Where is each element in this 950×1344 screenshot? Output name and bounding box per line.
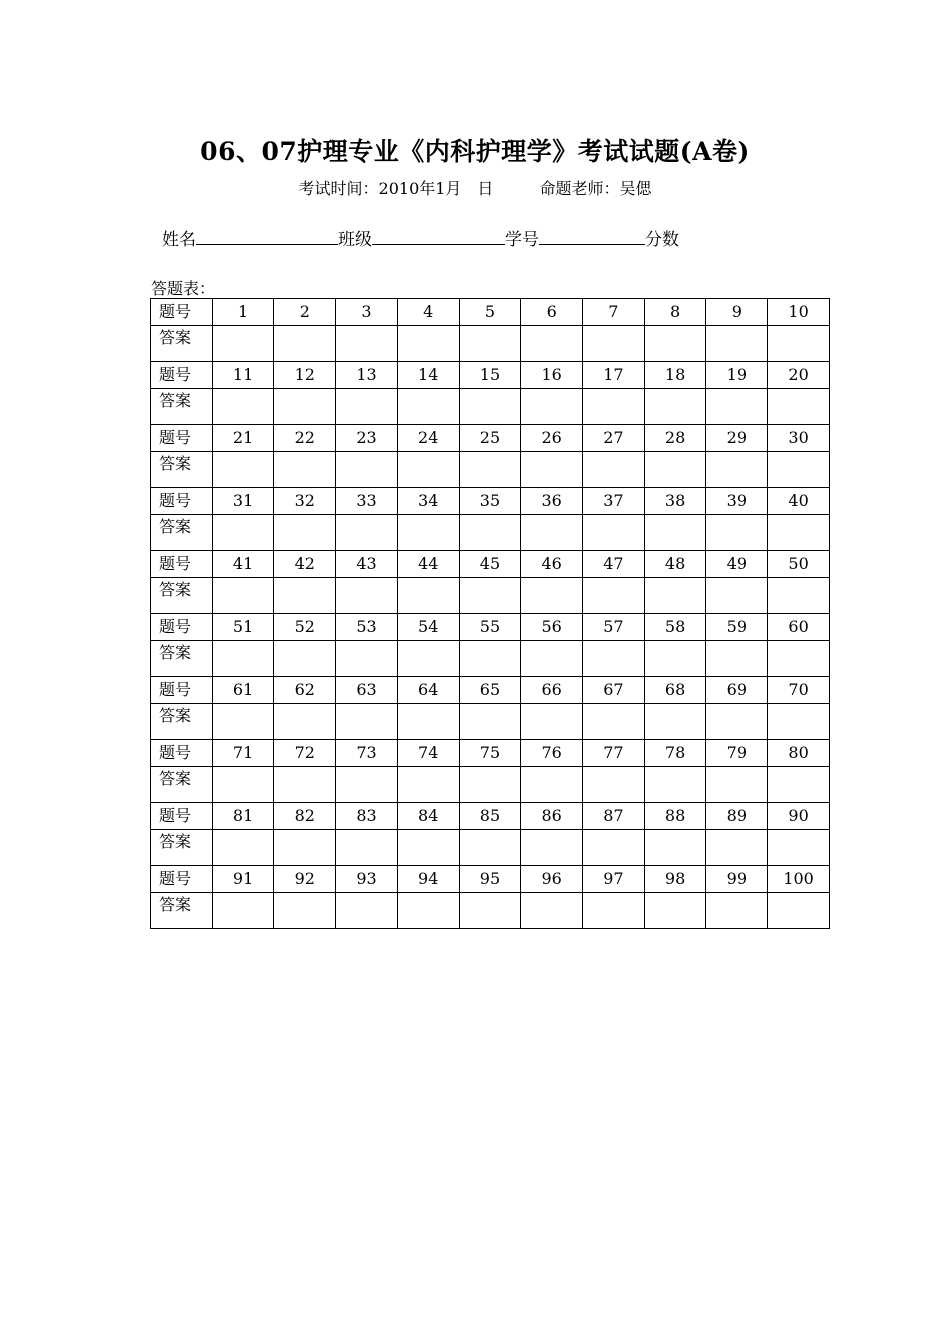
answer-row — [151, 704, 830, 740]
answer-cell[interactable] — [274, 893, 336, 929]
answer-cell[interactable] — [768, 767, 830, 803]
question-number-cell: 11 — [212, 362, 274, 389]
answer-row — [151, 641, 830, 677]
question-row-header: 题号 — [151, 866, 213, 893]
score-label: 分数 — [645, 230, 679, 250]
answer-cell[interactable] — [521, 704, 583, 740]
question-number-cell: 12 — [274, 362, 336, 389]
answer-cell[interactable] — [459, 389, 521, 425]
answer-cell[interactable] — [644, 893, 706, 929]
question-number-cell: 47 — [583, 551, 645, 578]
question-row — [151, 803, 830, 830]
answer-cell[interactable] — [274, 578, 336, 614]
question-number-cell: 25 — [459, 425, 521, 452]
question-number-cell: 28 — [644, 425, 706, 452]
question-number-cell: 56 — [521, 614, 583, 641]
answer-cell[interactable] — [706, 578, 768, 614]
question-number-cell: 66 — [521, 677, 583, 704]
answer-cell[interactable] — [336, 578, 398, 614]
question-number-cell: 39 — [706, 488, 768, 515]
answer-cell[interactable] — [706, 389, 768, 425]
answer-cell[interactable] — [212, 578, 274, 614]
answer-cell[interactable] — [336, 515, 398, 551]
question-number-cell: 58 — [644, 614, 706, 641]
student-id-field[interactable] — [539, 227, 645, 245]
question-number-cell: 10 — [768, 299, 830, 326]
class-label: 班级 — [338, 230, 372, 250]
answer-row — [151, 515, 830, 551]
answer-cell[interactable] — [336, 830, 398, 866]
question-number-cell: 44 — [397, 551, 459, 578]
answer-cell[interactable] — [644, 830, 706, 866]
question-number-cell: 75 — [459, 740, 521, 767]
answer-row — [151, 452, 830, 488]
answer-cell[interactable] — [274, 767, 336, 803]
question-row — [151, 362, 830, 389]
question-number-cell: 30 — [768, 425, 830, 452]
answer-cell[interactable] — [212, 326, 274, 362]
answer-cell[interactable] — [212, 515, 274, 551]
question-number-cell: 8 — [644, 299, 706, 326]
answer-cell[interactable] — [583, 326, 645, 362]
answer-row-header: 答案 — [151, 326, 213, 362]
answer-cell[interactable] — [397, 641, 459, 677]
answer-cell[interactable] — [583, 704, 645, 740]
question-number-cell: 29 — [706, 425, 768, 452]
question-number-cell: 50 — [768, 551, 830, 578]
question-row-header: 题号 — [151, 614, 213, 641]
answer-row — [151, 578, 830, 614]
name-field[interactable] — [196, 227, 338, 245]
question-number-cell: 45 — [459, 551, 521, 578]
answer-cell[interactable] — [336, 704, 398, 740]
question-number-cell: 94 — [397, 866, 459, 893]
answer-cell[interactable] — [397, 704, 459, 740]
question-number-cell: 16 — [521, 362, 583, 389]
question-number-cell: 61 — [212, 677, 274, 704]
answer-cell[interactable] — [768, 452, 830, 488]
answer-row — [151, 767, 830, 803]
question-number-cell: 21 — [212, 425, 274, 452]
exam-time: 考试时间：2010年1月 日 — [298, 179, 494, 198]
question-number-cell: 59 — [706, 614, 768, 641]
answer-cell[interactable] — [768, 326, 830, 362]
question-number-cell: 71 — [212, 740, 274, 767]
question-number-cell: 2 — [274, 299, 336, 326]
answer-cell[interactable] — [397, 452, 459, 488]
answer-table-label: 答题表： — [151, 279, 216, 298]
question-number-cell: 6 — [521, 299, 583, 326]
question-row-header: 题号 — [151, 362, 213, 389]
answer-cell[interactable] — [336, 326, 398, 362]
question-number-cell: 82 — [274, 803, 336, 830]
answer-cell[interactable] — [521, 515, 583, 551]
answer-cell[interactable] — [583, 641, 645, 677]
question-number-cell: 97 — [583, 866, 645, 893]
question-number-cell: 42 — [274, 551, 336, 578]
answer-cell[interactable] — [397, 326, 459, 362]
page-title: 06、07护理专业《内科护理学》考试试题(A卷) — [200, 137, 750, 166]
question-number-cell: 89 — [706, 803, 768, 830]
question-row — [151, 614, 830, 641]
name-label: 姓名 — [162, 230, 196, 250]
question-row-header: 题号 — [151, 551, 213, 578]
answer-row-header: 答案 — [151, 578, 213, 614]
question-number-cell: 85 — [459, 803, 521, 830]
question-row-header: 题号 — [151, 803, 213, 830]
answer-cell[interactable] — [274, 704, 336, 740]
question-number-cell: 95 — [459, 866, 521, 893]
question-number-cell: 9 — [706, 299, 768, 326]
answer-cell[interactable] — [644, 326, 706, 362]
answer-cell[interactable] — [706, 452, 768, 488]
answer-row — [151, 830, 830, 866]
answer-cell[interactable] — [459, 578, 521, 614]
question-row-header: 题号 — [151, 488, 213, 515]
question-number-cell: 73 — [336, 740, 398, 767]
answer-cell[interactable] — [274, 830, 336, 866]
answer-cell[interactable] — [644, 578, 706, 614]
question-row — [151, 740, 830, 767]
question-number-cell: 79 — [706, 740, 768, 767]
question-number-cell: 84 — [397, 803, 459, 830]
answer-cell[interactable] — [521, 893, 583, 929]
answer-cell[interactable] — [706, 641, 768, 677]
question-number-cell: 24 — [397, 425, 459, 452]
answer-cell[interactable] — [583, 515, 645, 551]
answer-cell[interactable] — [274, 452, 336, 488]
question-number-cell: 99 — [706, 866, 768, 893]
question-number-cell: 87 — [583, 803, 645, 830]
question-number-cell: 53 — [336, 614, 398, 641]
answer-cell[interactable] — [459, 830, 521, 866]
answer-cell[interactable] — [521, 326, 583, 362]
exam-teacher: 命题老师：吴偲 — [539, 179, 652, 198]
question-number-cell: 32 — [274, 488, 336, 515]
question-number-cell: 98 — [644, 866, 706, 893]
question-row — [151, 866, 830, 893]
answer-cell[interactable] — [274, 515, 336, 551]
question-number-cell: 48 — [644, 551, 706, 578]
question-number-cell: 93 — [336, 866, 398, 893]
answer-row-header: 答案 — [151, 830, 213, 866]
answer-cell[interactable] — [768, 515, 830, 551]
answer-row-header: 答案 — [151, 515, 213, 551]
question-row — [151, 677, 830, 704]
answer-cell[interactable] — [459, 452, 521, 488]
answer-cell[interactable] — [583, 389, 645, 425]
answer-cell[interactable] — [397, 578, 459, 614]
answer-cell[interactable] — [397, 830, 459, 866]
answer-cell[interactable] — [583, 893, 645, 929]
question-number-cell: 70 — [768, 677, 830, 704]
question-number-cell: 26 — [521, 425, 583, 452]
answer-cell[interactable] — [336, 767, 398, 803]
question-number-cell: 19 — [706, 362, 768, 389]
question-number-cell: 36 — [521, 488, 583, 515]
answer-cell[interactable] — [768, 641, 830, 677]
answer-cell[interactable] — [521, 767, 583, 803]
answer-cell[interactable] — [212, 767, 274, 803]
question-number-cell: 27 — [583, 425, 645, 452]
answer-cell[interactable] — [521, 641, 583, 677]
question-number-cell: 86 — [521, 803, 583, 830]
answer-cell[interactable] — [212, 641, 274, 677]
question-number-cell: 77 — [583, 740, 645, 767]
question-number-cell: 5 — [459, 299, 521, 326]
question-number-cell: 64 — [397, 677, 459, 704]
question-row — [151, 425, 830, 452]
answer-cell[interactable] — [459, 893, 521, 929]
question-number-cell: 43 — [336, 551, 398, 578]
answer-cell[interactable] — [706, 767, 768, 803]
question-number-cell: 91 — [212, 866, 274, 893]
answer-cell[interactable] — [521, 830, 583, 866]
answer-cell[interactable] — [274, 326, 336, 362]
question-number-cell: 34 — [397, 488, 459, 515]
answer-cell[interactable] — [768, 830, 830, 866]
question-number-cell: 20 — [768, 362, 830, 389]
question-number-cell: 35 — [459, 488, 521, 515]
question-number-cell: 40 — [768, 488, 830, 515]
class-field[interactable] — [372, 227, 505, 245]
question-number-cell: 60 — [768, 614, 830, 641]
answer-cell[interactable] — [459, 767, 521, 803]
question-number-cell: 22 — [274, 425, 336, 452]
answer-cell[interactable] — [644, 704, 706, 740]
answer-cell[interactable] — [397, 893, 459, 929]
answer-cell[interactable] — [336, 452, 398, 488]
question-number-cell: 81 — [212, 803, 274, 830]
question-number-cell: 68 — [644, 677, 706, 704]
answer-row-header: 答案 — [151, 704, 213, 740]
answer-cell[interactable] — [768, 704, 830, 740]
answer-cell[interactable] — [212, 893, 274, 929]
answer-cell[interactable] — [274, 641, 336, 677]
question-number-cell: 46 — [521, 551, 583, 578]
answer-cell[interactable] — [583, 767, 645, 803]
answer-cell[interactable] — [397, 767, 459, 803]
question-number-cell: 3 — [336, 299, 398, 326]
answer-cell[interactable] — [521, 452, 583, 488]
answer-cell[interactable] — [336, 641, 398, 677]
answer-cell[interactable] — [459, 515, 521, 551]
answer-cell[interactable] — [336, 893, 398, 929]
exam-subtitle — [0, 176, 950, 199]
question-number-cell: 7 — [583, 299, 645, 326]
question-number-cell: 83 — [336, 803, 398, 830]
question-number-cell: 41 — [212, 551, 274, 578]
answer-row-header: 答案 — [151, 452, 213, 488]
question-number-cell: 72 — [274, 740, 336, 767]
answer-cell[interactable] — [644, 452, 706, 488]
question-number-cell: 54 — [397, 614, 459, 641]
question-row — [151, 299, 830, 326]
answer-cell[interactable] — [644, 515, 706, 551]
answer-cell[interactable] — [521, 389, 583, 425]
question-number-cell: 31 — [212, 488, 274, 515]
question-row-header: 题号 — [151, 677, 213, 704]
question-number-cell: 69 — [706, 677, 768, 704]
question-number-cell: 65 — [459, 677, 521, 704]
answer-cell[interactable] — [397, 515, 459, 551]
question-number-cell: 57 — [583, 614, 645, 641]
question-number-cell: 49 — [706, 551, 768, 578]
question-number-cell: 13 — [336, 362, 398, 389]
student-info-row — [162, 225, 679, 250]
question-number-cell: 62 — [274, 677, 336, 704]
answer-row — [151, 893, 830, 929]
question-number-cell: 96 — [521, 866, 583, 893]
answer-cell[interactable] — [459, 326, 521, 362]
question-number-cell: 55 — [459, 614, 521, 641]
answer-cell[interactable] — [212, 704, 274, 740]
answer-cell[interactable] — [336, 389, 398, 425]
answer-row-header: 答案 — [151, 767, 213, 803]
answer-cell[interactable] — [583, 452, 645, 488]
question-number-cell: 15 — [459, 362, 521, 389]
question-row-header: 题号 — [151, 740, 213, 767]
question-number-cell: 88 — [644, 803, 706, 830]
question-number-cell: 63 — [336, 677, 398, 704]
question-number-cell: 52 — [274, 614, 336, 641]
answer-cell[interactable] — [768, 578, 830, 614]
answer-cell[interactable] — [706, 830, 768, 866]
answer-cell[interactable] — [768, 389, 830, 425]
answer-cell[interactable] — [768, 893, 830, 929]
answer-cell[interactable] — [212, 830, 274, 866]
question-number-cell: 76 — [521, 740, 583, 767]
answer-cell[interactable] — [583, 830, 645, 866]
question-number-cell: 92 — [274, 866, 336, 893]
answer-cell[interactable] — [644, 641, 706, 677]
answer-cell[interactable] — [459, 704, 521, 740]
answer-cell[interactable] — [397, 389, 459, 425]
question-number-cell: 23 — [336, 425, 398, 452]
question-number-cell: 18 — [644, 362, 706, 389]
answer-cell[interactable] — [644, 767, 706, 803]
question-number-cell: 4 — [397, 299, 459, 326]
answer-cell[interactable] — [706, 704, 768, 740]
answer-cell[interactable] — [212, 452, 274, 488]
answer-row — [151, 326, 830, 362]
question-number-cell: 33 — [336, 488, 398, 515]
answer-row-header: 答案 — [151, 389, 213, 425]
answer-table — [150, 298, 830, 929]
question-number-cell: 38 — [644, 488, 706, 515]
answer-cell[interactable] — [644, 389, 706, 425]
answer-cell[interactable] — [274, 389, 336, 425]
question-number-cell: 80 — [768, 740, 830, 767]
question-row-header: 题号 — [151, 425, 213, 452]
question-number-cell: 14 — [397, 362, 459, 389]
question-number-cell: 74 — [397, 740, 459, 767]
question-row-header: 题号 — [151, 299, 213, 326]
answer-cell[interactable] — [521, 578, 583, 614]
answer-cell[interactable] — [459, 641, 521, 677]
question-number-cell: 37 — [583, 488, 645, 515]
question-number-cell: 1 — [212, 299, 274, 326]
question-number-cell: 67 — [583, 677, 645, 704]
question-number-cell: 78 — [644, 740, 706, 767]
question-number-cell: 90 — [768, 803, 830, 830]
answer-cell[interactable] — [706, 515, 768, 551]
answer-cell[interactable] — [583, 578, 645, 614]
question-number-cell: 51 — [212, 614, 274, 641]
answer-cell[interactable] — [706, 326, 768, 362]
answer-cell[interactable] — [706, 893, 768, 929]
answer-row — [151, 389, 830, 425]
question-number-cell: 100 — [768, 866, 830, 893]
answer-row-header: 答案 — [151, 893, 213, 929]
question-number-cell: 17 — [583, 362, 645, 389]
student-id-label: 学号 — [505, 230, 539, 250]
answer-cell[interactable] — [212, 389, 274, 425]
question-row — [151, 488, 830, 515]
answer-row-header: 答案 — [151, 641, 213, 677]
question-row — [151, 551, 830, 578]
